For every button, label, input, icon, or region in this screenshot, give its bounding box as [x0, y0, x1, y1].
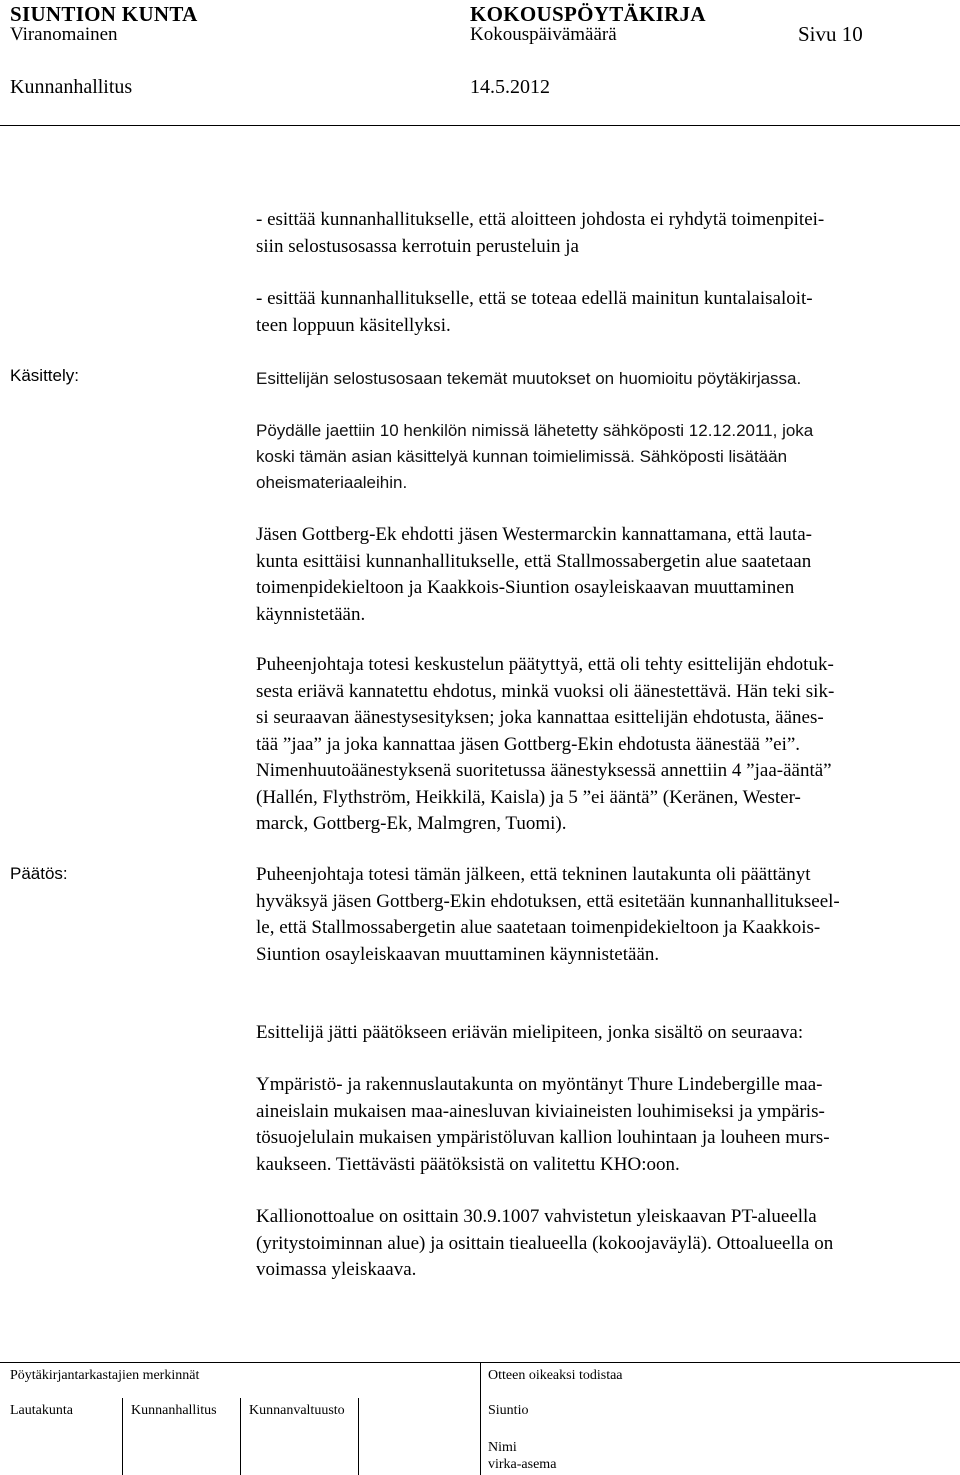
reviewers-label: Pöytäkirjantarkastajien merkinnät — [10, 1368, 200, 1383]
page-number: Sivu 10 — [798, 22, 863, 46]
dissent-paragraph-2: Kallionottoalue on osittain 30.9.1007 vahvistetun yleiskaavan PT-alueella (yritystoiminnan alue) ja osittain tiealueella (kokoojaväylä). Ottoalueella on voimassa yleiskaava. — [256, 1206, 834, 1280]
processing-note: Esittelijän selostusosaan tekemät muutokset on huomioitu pöytäkirjassa. — [256, 369, 802, 388]
footer-divider-1 — [122, 1398, 123, 1475]
footer-title: virka-asema — [488, 1457, 557, 1472]
motion-paragraph: Jäsen Gottberg-Ek ehdotti jäsen Westermarckin kannattamana, että lauta- kunta esittäisi kunnanhallitukselle, että Stallmossabergetin alue saatetaan toimenpidekieltoon ja Kaakkois-Siuntion osayleiskaavan muuttaminen käynnistetään. — [256, 524, 812, 625]
vote-paragraph: Puheenjohtaja totesi keskustelun päätyttyä, että oli tehty esittelijän ehdotuk- sesta eriävä kannatettu ehdotus, minkä vuoksi oli äänestettävä. Hän teki sik- si seuraavan äänestysesityksen; joka kannattaa esittelijän ehdotusta, äänes- tää ”jaa” ja joka kannattaa jäsen Gottberg-Ekin ehdotusta äänestää ”ei”. Nimenhuutoäänestyksenä suoritetussa äänestyksessä annettiin 4 ”jaa-ääntä” (Hallén, Flythström, Heikkilä, Kaisla) ja 5 ”ei ääntä” (Keränen, Wester- marck, Gottberg-Ek, Malmgren, Tuomi). — [256, 654, 835, 834]
date-label: Kokouspäivämäärä — [470, 24, 617, 45]
footer-col-municipal-board: Kunnanhallitus — [131, 1403, 217, 1418]
decision-label: Päätös: — [10, 864, 68, 883]
proposal-item-1: - esittää kunnanhallitukselle, että aloitteen johdosta ei ryhdytä toimenpitei- siin selostusosassa kerrotuin perusteluin ja — [256, 209, 825, 257]
footer-name: Nimi — [488, 1440, 517, 1455]
dissent-intro: Esittelijä jätti päätökseen eriävän mielipiteen, jonka sisältö on seuraava: — [256, 1022, 804, 1043]
authority-value: Kunnanhallitus — [10, 76, 133, 98]
footer-col-council: Kunnanvaltuusto — [249, 1403, 345, 1418]
authority-label: Viranomainen — [10, 24, 118, 45]
certified-label: Otteen oikeaksi todistaa — [488, 1368, 623, 1383]
email-note: Pöydälle jaettiin 10 henkilön nimissä lähetetty sähköposti 12.12.2011, joka koski tämän asian käsittelyä kunnan toimielimissä. Sähköposti lisätään oheismateriaaleihin. — [256, 421, 814, 492]
footer-divider-2 — [240, 1398, 241, 1475]
footer-place: Siuntio — [488, 1403, 529, 1418]
decision-paragraph: Puheenjohtaja totesi tämän jälkeen, että tekninen lautakunta oli päättänyt hyväksyä jäsen Gottberg-Ekin ehdotuksen, että esitetään kunnanhallitukseel- le, että Stallmossabergetin alue saatetaan toimenpidekieltoon ja Kaakkois- Siuntion osayleiskaavan muuttaminen käynnistetään. — [256, 864, 840, 965]
header-divider — [0, 125, 960, 126]
meeting-date: 14.5.2012 — [470, 76, 550, 98]
proposal-item-2: - esittää kunnanhallitukselle, että se toteaa edellä mainitun kuntalaisaloit- teen loppuun käsitellyksi. — [256, 288, 813, 336]
org-name: SIUNTION KUNTA — [10, 2, 198, 26]
footer-divider-main — [480, 1362, 481, 1475]
dissent-paragraph-1: Ympäristö- ja rakennuslautakunta on myöntänyt Thure Lindebergille maa- aineislain mukaisen maa-ainesluvan kiviaineisten louhimiseksi ja ympäris- tösuojelulain mukaisen ympäristöluvan kallion louhintaan ja louheen murs- kaukseen. Tiettävästi päätöksistä on valitettu KHO:oon. — [256, 1074, 830, 1175]
footer-col-board: Lautakunta — [10, 1403, 73, 1418]
footer-divider-3 — [358, 1398, 359, 1475]
document-type: KOKOUSPÖYTÄKIRJA — [470, 2, 706, 26]
processing-label: Käsittely: — [10, 366, 79, 385]
